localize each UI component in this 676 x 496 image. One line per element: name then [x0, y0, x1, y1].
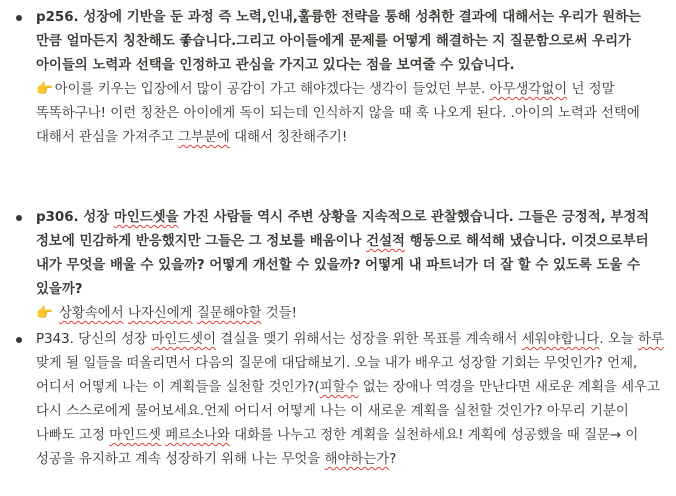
spellcheck-word: 마인드셋이 — [151, 332, 217, 347]
bullet-dot — [16, 337, 22, 343]
bullet-dot — [16, 15, 22, 21]
spellcheck-word: 페르소나와 — [165, 428, 230, 443]
quote-text: p306. 성장 마인드셋을 가진 사람들 역시 주변 상황을 지속적으로 관찰했습니다. 그들은 긍정적, 부정적 정보에 민감하게 반응했지만 그들은 그 정보를 배움이나 건설적 행동으로 해석해 냈습니다. 이것으로부터 내가 무엇을 배울 수 있을까? 어떻게 개선할 수 있을까? 어떻게 내 파트너가 더 잘 할 수 있도록 도울 수 있을까? — [36, 210, 650, 297]
list-item — [36, 6, 668, 150]
spellcheck-word: 그부분에 — [178, 130, 230, 145]
spellcheck-word: 하루 — [638, 332, 664, 347]
spellcheck-word: 아무생각없이 — [489, 82, 568, 97]
spellcheck-word: 건설적 — [366, 234, 405, 249]
list-item — [36, 328, 668, 472]
quote-text: p256. 성장에 기반을 둔 과정 즉 노력,인내,훌륭한 전략을 통해 성취한 결과에 대해서는 우리가 원하는 만큼 얼마든지 칭찬해도 좋습니다.그리고 아이들에게 문제를 어떻게 해결하는 지 질문함으로써 우리가 아이들의 노력과 선택을 인정하고 관심을 가지고 있다는 점을 보여줄 수 있습니다. — [36, 10, 641, 73]
note-text: 👉 아이를 키우는 입장에서 많이 공감이 가고 해야겠다는 생각이 들었던 부분. 아무생각없이 넌 정말 똑똑하구나! 이런 칭찬은 아이에게 독이 되는데 인식하지 않을 때 훅 나오게 된다. .아이의 노력과 선택에 대해서 관심을 가져주고 그부분에 대해서 칭찬해주기! — [36, 82, 640, 145]
quote-text: P343. 당신의 성장 마인드셋이 결실을 맺기 위해서는 성장을 위한 목표를 계속해서 세워야합니다. 오늘 하루 맞게 될 일들을 떠올리면서 다음의 질문에 대답해보기. 오늘 내가 배우고 성장할 기회는 무엇인가? 언제,어디서 어떻게 나는 이 계획들을 실천할 것인가?(피할수 없는 장애나 역경을 만난다면 새로운 계획을 세우고 다시 스스로에게 물어보세요.언제 어디서 어떻게 나는 이 새로운 계획을 실천할 것인가? 아무리 기분이 나빠도 고정 마인드셋 페르소나와 대화를 나누고 정한 계획을 실천하세요! 계획에 성공했을 때 질문→ 이 성공을 유지하고 계속 성장하기 위해 나는 무엇을 해야하는가? — [36, 332, 664, 467]
pointing-hand-icon: 👉 — [36, 82, 53, 97]
list-item — [36, 206, 668, 326]
pointing-hand-icon: 👉 — [36, 306, 53, 321]
note-text: 👉 상황속에서 나자신에게 질문해야할 것들! — [36, 306, 298, 321]
spellcheck-word: 피할수 — [319, 380, 359, 395]
spellcheck-word: 나자신에게 — [127, 306, 193, 321]
spellcheck-word: 질문해야할 — [196, 306, 262, 321]
spellcheck-word: 해야하는가 — [324, 452, 390, 467]
spellcheck-word: 상황속에서 — [58, 306, 124, 321]
spellcheck-word: 세워야합니다 — [521, 332, 600, 347]
spellcheck-word: 마인드셋 — [109, 428, 161, 443]
bullet-dot — [16, 215, 22, 221]
spellcheck-word: 마인드셋을 — [113, 210, 179, 225]
